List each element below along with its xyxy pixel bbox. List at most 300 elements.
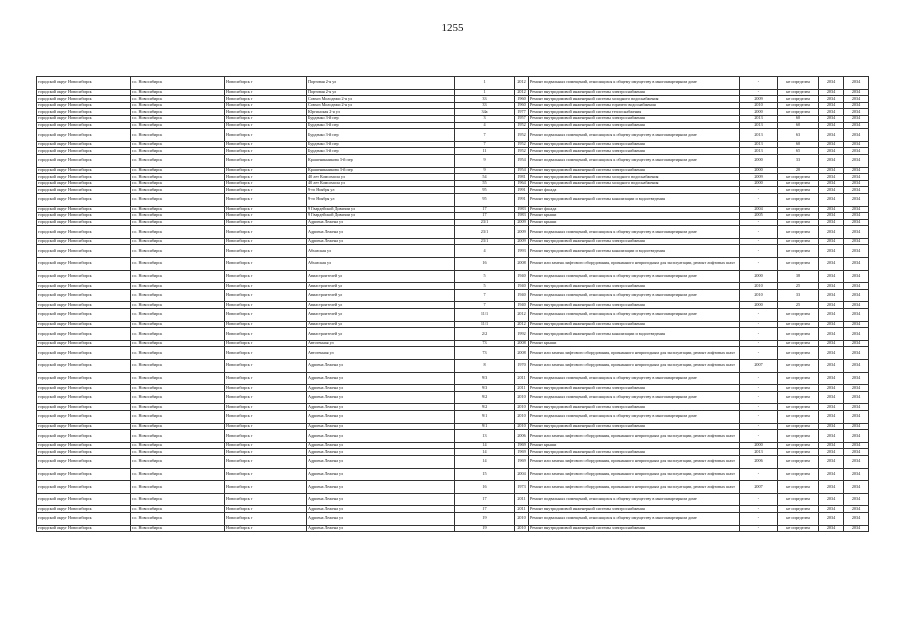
table-row — [37, 122, 869, 129]
work-type-cell: Ремонт подвальных помещений, относящихся к общему имуществу в многоквартирном доме — [529, 391, 740, 404]
plan-to-cell: 2034 — [844, 449, 869, 456]
street-cell: Авиастроителей ул — [307, 283, 455, 290]
table-row — [37, 493, 869, 506]
city-cell: Новосибирск г — [225, 109, 307, 116]
municipality-cell: городской округ Новосибирск — [37, 193, 131, 206]
table-row — [37, 468, 869, 481]
settlement-cell: г.о. Новосибирск — [131, 148, 225, 155]
street-cell: Автогенная ул — [307, 340, 455, 347]
plan-from-cell: 2034 — [819, 321, 844, 328]
street-cell: Адриена Лежена ул — [307, 423, 455, 430]
plan-from-cell: 2034 — [819, 245, 844, 258]
settlement-cell: г.о. Новосибирск — [131, 506, 225, 513]
street-cell: Адриена Лежена ул — [307, 238, 455, 245]
city-cell: Новосибирск г — [225, 283, 307, 290]
house-cell: 23/1 — [455, 238, 515, 245]
work-type-cell: Ремонт внутридомовой инженерной системы холодного водоснабжения — [529, 174, 740, 181]
house-cell: 73 — [455, 340, 515, 347]
city-cell: Новосибирск г — [225, 360, 307, 373]
plan-to-cell: 2034 — [844, 391, 869, 404]
work-type-cell: Ремонт внутридомовой инженерной системы электроснабжения — [529, 525, 740, 532]
plan-from-cell: 2034 — [819, 96, 844, 103]
house-cell: 13 — [455, 430, 515, 443]
municipality-cell: городской округ Новосибирск — [37, 219, 131, 226]
municipality-cell: городской округ Новосибирск — [37, 449, 131, 456]
work-type-cell: Ремонт или замена лифтового оборудования, признанного непригодным для эксплуатации, ремонт лифтовых шахт — [529, 481, 740, 494]
plan-to-cell: 2034 — [844, 167, 869, 174]
house-cell: 23/1 — [455, 219, 515, 226]
settlement-cell: г.о. Новосибирск — [131, 404, 225, 411]
settlement-cell: г.о. Новосибирск — [131, 481, 225, 494]
table-row — [37, 187, 869, 194]
municipality-cell: городской округ Новосибирск — [37, 148, 131, 155]
municipality-cell: городской округ Новосибирск — [37, 213, 131, 220]
plan-to-cell: 2034 — [844, 206, 869, 213]
plan-from-cell: 2034 — [819, 410, 844, 423]
wear-cell: не определен — [778, 404, 819, 411]
year-built-cell: 2010 — [515, 404, 529, 411]
work-type-cell: Ремонт фасада — [529, 187, 740, 194]
last-repair-cell: - — [740, 309, 778, 322]
city-cell: Новосибирск г — [225, 102, 307, 109]
city-cell: Новосибирск г — [225, 96, 307, 103]
plan-to-cell: 2034 — [844, 525, 869, 532]
table-row — [37, 347, 869, 360]
wear-cell: не определен — [778, 481, 819, 494]
last-repair-cell: 2000 — [740, 180, 778, 187]
plan-from-cell: 2034 — [819, 481, 844, 494]
house-cell: 16 — [455, 481, 515, 494]
municipality-cell: городской округ Новосибирск — [37, 391, 131, 404]
city-cell: Новосибирск г — [225, 430, 307, 443]
street-cell: Адриена Лежена ул — [307, 512, 455, 525]
table-row — [37, 404, 869, 411]
house-cell: 73 — [455, 347, 515, 360]
table-row — [37, 148, 869, 155]
house-cell: 4 — [455, 245, 515, 258]
house-cell: 95 — [455, 193, 515, 206]
table-row — [37, 321, 869, 328]
plan-from-cell: 2034 — [819, 109, 844, 116]
plan-from-cell: 2034 — [819, 180, 844, 187]
plan-to-cell: 2034 — [844, 245, 869, 258]
street-cell: Адриена Лежена ул — [307, 410, 455, 423]
plan-from-cell: 2034 — [819, 238, 844, 245]
street-cell: 9-го Ноября ул — [307, 187, 455, 194]
year-built-cell: 2011 — [515, 493, 529, 506]
work-type-cell: Ремонт внутридомовой инженерной системы электроснабжения — [529, 302, 740, 309]
year-built-cell: 2012 — [515, 321, 529, 328]
work-type-cell: Ремонт внутридомовой инженерной системы электроснабжения — [529, 506, 740, 513]
wear-cell: не определен — [778, 449, 819, 456]
year-built-cell: 1964 — [515, 180, 529, 187]
house-cell: 55 — [455, 180, 515, 187]
year-built-cell: 1954 — [515, 167, 529, 174]
city-cell: Новосибирск г — [225, 347, 307, 360]
year-built-cell: 2010 — [515, 423, 529, 430]
plan-from-cell: 2034 — [819, 213, 844, 220]
house-cell: 17 — [455, 213, 515, 220]
plan-from-cell: 2034 — [819, 187, 844, 194]
plan-from-cell: 2034 — [819, 289, 844, 302]
settlement-cell: г.о. Новосибирск — [131, 321, 225, 328]
plan-from-cell: 2034 — [819, 122, 844, 129]
settlement-cell: г.о. Новосибирск — [131, 449, 225, 456]
table-row — [37, 238, 869, 245]
plan-to-cell: 2034 — [844, 289, 869, 302]
street-cell: Адриена Лежена ул — [307, 360, 455, 373]
plan-from-cell: 2034 — [819, 270, 844, 283]
street-cell: Крашенинникова 3-й пер — [307, 154, 455, 167]
plan-to-cell: 2034 — [844, 270, 869, 283]
wear-cell: не определен — [778, 360, 819, 373]
table-row — [37, 89, 869, 96]
wear-cell: 25 — [778, 302, 819, 309]
wear-cell: 38 — [778, 270, 819, 283]
last-repair-cell: - — [740, 423, 778, 430]
year-built-cell: 1952 — [515, 148, 529, 155]
work-type-cell: Ремонт подвальных помещений, относящихся к общему имуществу в многоквартирном доме — [529, 154, 740, 167]
year-built-cell: 1940 — [515, 283, 529, 290]
street-cell: Адриена Лежена ул — [307, 372, 455, 385]
settlement-cell: г.о. Новосибирск — [131, 226, 225, 239]
last-repair-cell: 2000 — [740, 302, 778, 309]
table-row — [37, 328, 869, 341]
house-cell: 23/1 — [455, 226, 515, 239]
house-cell: 9/3 — [455, 385, 515, 392]
city-cell: Новосибирск г — [225, 213, 307, 220]
house-cell: 19 — [455, 525, 515, 532]
city-cell: Новосибирск г — [225, 468, 307, 481]
last-repair-cell: - — [740, 321, 778, 328]
plan-to-cell: 2034 — [844, 187, 869, 194]
last-repair-cell: 2000 — [740, 109, 778, 116]
work-type-cell: Ремонт подвальных помещений, относящихся к общему имуществу в многоквартирном доме — [529, 309, 740, 322]
table-row — [37, 385, 869, 392]
table-row — [37, 449, 869, 456]
municipality-cell: городской округ Новосибирск — [37, 245, 131, 258]
city-cell: Новосибирск г — [225, 89, 307, 96]
year-built-cell: 2010 — [515, 525, 529, 532]
settlement-cell: г.о. Новосибирск — [131, 96, 225, 103]
municipality-cell: городской округ Новосибирск — [37, 174, 131, 181]
plan-from-cell: 2034 — [819, 283, 844, 290]
year-built-cell: 2012 — [515, 89, 529, 96]
settlement-cell: г.о. Новосибирск — [131, 289, 225, 302]
plan-from-cell: 2034 — [819, 309, 844, 322]
year-built-cell: 1969 — [515, 455, 529, 468]
plan-from-cell: 2034 — [819, 506, 844, 513]
plan-to-cell: 2034 — [844, 96, 869, 103]
municipality-cell: городской округ Новосибирск — [37, 506, 131, 513]
municipality-cell: городской округ Новосибирск — [37, 525, 131, 532]
street-cell: Авиастроителей ул — [307, 309, 455, 322]
wear-cell: 25 — [778, 283, 819, 290]
settlement-cell: г.о. Новосибирск — [131, 89, 225, 96]
street-cell: Адриена Лежена ул — [307, 468, 455, 481]
last-repair-cell: - — [740, 328, 778, 341]
house-cell: 14 — [455, 449, 515, 456]
year-built-cell: 2012 — [515, 309, 529, 322]
settlement-cell: г.о. Новосибирск — [131, 283, 225, 290]
municipality-cell: городской округ Новосибирск — [37, 154, 131, 167]
table-row — [37, 226, 869, 239]
plan-from-cell: 2034 — [819, 154, 844, 167]
wear-cell: не определен — [778, 180, 819, 187]
street-cell: 9 Гвардейской Дивизии ул — [307, 206, 455, 213]
work-type-cell: Ремонт подвальных помещений, относящихся к общему имуществу в многоквартирном доме — [529, 270, 740, 283]
municipality-cell: городской округ Новосибирск — [37, 340, 131, 347]
last-repair-cell: - — [740, 525, 778, 532]
house-cell: 1 — [455, 77, 515, 90]
settlement-cell: г.о. Новосибирск — [131, 328, 225, 341]
street-cell: Крашенинникова 3-й пер — [307, 167, 455, 174]
last-repair-cell: 2013 — [740, 122, 778, 129]
wear-cell: не определен — [778, 525, 819, 532]
plan-to-cell: 2034 — [844, 102, 869, 109]
city-cell: Новосибирск г — [225, 258, 307, 271]
plan-to-cell: 2034 — [844, 180, 869, 187]
house-cell: 14 — [455, 442, 515, 449]
house-cell: 9 — [455, 167, 515, 174]
municipality-cell: городской округ Новосибирск — [37, 167, 131, 174]
city-cell: Новосибирск г — [225, 493, 307, 506]
house-cell: 9 — [455, 154, 515, 167]
plan-to-cell: 2034 — [844, 154, 869, 167]
last-repair-cell: - — [740, 506, 778, 513]
street-cell: Адриена Лежена ул — [307, 404, 455, 411]
year-built-cell: 1977 — [515, 109, 529, 116]
year-built-cell: 2008 — [515, 258, 529, 271]
table-row — [37, 180, 869, 187]
plan-from-cell: 2034 — [819, 347, 844, 360]
street-cell: Адриена Лежена ул — [307, 391, 455, 404]
city-cell: Новосибирск г — [225, 481, 307, 494]
house-cell: 9/2 — [455, 404, 515, 411]
settlement-cell: г.о. Новосибирск — [131, 423, 225, 430]
municipality-cell: городской округ Новосибирск — [37, 372, 131, 385]
plan-from-cell: 2034 — [819, 219, 844, 226]
last-repair-cell: 2004 — [740, 206, 778, 213]
last-repair-cell: 2005 — [740, 213, 778, 220]
work-type-cell: Ремонт внутридомовой инженерной системы электроснабжения — [529, 238, 740, 245]
work-type-cell: Ремонт подвальных помещений, относящихся к общему имуществу в многоквартирном доме — [529, 512, 740, 525]
year-built-cell: 2009 — [515, 226, 529, 239]
work-type-cell: Ремонт внутридомовой инженерной системы канализации и водоотведения — [529, 193, 740, 206]
house-cell: 3 — [455, 115, 515, 122]
city-cell: Новосибирск г — [225, 129, 307, 142]
plan-to-cell: 2034 — [844, 309, 869, 322]
year-built-cell: 1992 — [515, 328, 529, 341]
table-row — [37, 372, 869, 385]
last-repair-cell: 2013 — [740, 148, 778, 155]
municipality-cell: городской округ Новосибирск — [37, 180, 131, 187]
work-type-cell: Ремонт внутридомовой инженерной системы электроснабжения — [529, 141, 740, 148]
house-cell: 11/1 — [455, 321, 515, 328]
plan-from-cell: 2034 — [819, 193, 844, 206]
municipality-cell: городской округ Новосибирск — [37, 115, 131, 122]
city-cell: Новосибирск г — [225, 385, 307, 392]
house-cell: 17 — [455, 493, 515, 506]
plan-from-cell: 2034 — [819, 423, 844, 430]
municipality-cell: городской округ Новосибирск — [37, 89, 131, 96]
last-repair-cell: - — [740, 258, 778, 271]
last-repair-cell: - — [740, 245, 778, 258]
municipality-cell: городской округ Новосибирск — [37, 102, 131, 109]
last-repair-cell: 2013 — [740, 449, 778, 456]
wear-cell: не определен — [778, 442, 819, 449]
plan-from-cell: 2034 — [819, 77, 844, 90]
work-type-cell: Ремонт крыши — [529, 213, 740, 220]
plan-to-cell: 2034 — [844, 226, 869, 239]
street-cell: Бурденко 3-й пер — [307, 122, 455, 129]
wear-cell: не определен — [778, 258, 819, 271]
municipality-cell: городской округ Новосибирск — [37, 96, 131, 103]
last-repair-cell: 2000 — [740, 154, 778, 167]
municipality-cell: городской округ Новосибирск — [37, 122, 131, 129]
plan-from-cell: 2034 — [819, 258, 844, 271]
year-built-cell: 1940 — [515, 270, 529, 283]
street-cell: Совхоз Молодежи 2-я ул — [307, 96, 455, 103]
plan-from-cell: 2034 — [819, 226, 844, 239]
work-type-cell: Ремонт внутридомовой инженерной системы электроснабжения — [529, 115, 740, 122]
street-cell: Адриена Лежена ул — [307, 481, 455, 494]
wear-cell: не определен — [778, 245, 819, 258]
plan-to-cell: 2034 — [844, 141, 869, 148]
plan-from-cell: 2034 — [819, 430, 844, 443]
plan-to-cell: 2034 — [844, 109, 869, 116]
settlement-cell: г.о. Новосибирск — [131, 442, 225, 449]
table-row — [37, 115, 869, 122]
plan-to-cell: 2034 — [844, 493, 869, 506]
work-type-cell: Ремонт внутридомовой инженерной системы электроснабжения — [529, 122, 740, 129]
city-cell: Новосибирск г — [225, 309, 307, 322]
municipality-cell: городской округ Новосибирск — [37, 360, 131, 373]
year-built-cell: 1969 — [515, 449, 529, 456]
table-row — [37, 430, 869, 443]
plan-from-cell: 2034 — [819, 493, 844, 506]
house-cell: 16 — [455, 258, 515, 271]
street-cell: Авиастроителей ул — [307, 328, 455, 341]
city-cell: Новосибирск г — [225, 372, 307, 385]
table-row — [37, 258, 869, 271]
table-row — [37, 193, 869, 206]
work-type-cell: Ремонт или замена лифтового оборудования, признанного непригодным для эксплуатации, ремонт лифтовых шахт — [529, 360, 740, 373]
settlement-cell: г.о. Новосибирск — [131, 270, 225, 283]
table-row — [37, 154, 869, 167]
wear-cell: 63 — [778, 129, 819, 142]
plan-from-cell: 2034 — [819, 141, 844, 148]
street-cell: Абхазская ул — [307, 258, 455, 271]
year-built-cell: 1957 — [515, 115, 529, 122]
house-cell: 19 — [455, 512, 515, 525]
year-built-cell: 2009 — [515, 238, 529, 245]
city-cell: Новосибирск г — [225, 512, 307, 525]
plan-to-cell: 2034 — [844, 129, 869, 142]
city-cell: Новосибирск г — [225, 77, 307, 90]
last-repair-cell: 2000 — [740, 167, 778, 174]
settlement-cell: г.о. Новосибирск — [131, 238, 225, 245]
street-cell: Адриена Лежена ул — [307, 385, 455, 392]
city-cell: Новосибирск г — [225, 167, 307, 174]
street-cell: 40 лет Комсомола ул — [307, 174, 455, 181]
page-number: 1255 — [441, 22, 464, 34]
year-built-cell: 1952 — [515, 122, 529, 129]
municipality-cell: городской округ Новосибирск — [37, 302, 131, 309]
plan-to-cell: 2034 — [844, 423, 869, 430]
plan-to-cell: 2034 — [844, 442, 869, 449]
house-cell: 7 — [455, 129, 515, 142]
house-cell: 17 — [455, 506, 515, 513]
last-repair-cell: 2000 — [740, 270, 778, 283]
work-type-cell: Ремонт крыши — [529, 219, 740, 226]
settlement-cell: г.о. Новосибирск — [131, 468, 225, 481]
plan-to-cell: 2034 — [844, 372, 869, 385]
wear-cell: не определен — [778, 372, 819, 385]
wear-cell: не определен — [778, 455, 819, 468]
last-repair-cell: - — [740, 226, 778, 239]
last-repair-cell: - — [740, 512, 778, 525]
wear-cell: не определен — [778, 430, 819, 443]
house-cell: 5 — [455, 283, 515, 290]
plan-from-cell: 2034 — [819, 525, 844, 532]
table-row — [37, 391, 869, 404]
last-repair-cell: - — [740, 187, 778, 194]
work-type-cell: Ремонт внутридомовой инженерной системы канализации и водоотведения — [529, 245, 740, 258]
wear-cell: не определен — [778, 187, 819, 194]
table-row — [37, 206, 869, 213]
work-type-cell: Ремонт внутридомовой инженерной системы электроснабжения — [529, 167, 740, 174]
last-repair-cell: - — [740, 385, 778, 392]
house-cell: 9/2 — [455, 391, 515, 404]
municipality-cell: городской округ Новосибирск — [37, 270, 131, 283]
work-type-cell: Ремонт подвальных помещений, относящихся к общему имуществу в многоквартирном доме — [529, 410, 740, 423]
settlement-cell: г.о. Новосибирск — [131, 180, 225, 187]
wear-cell: не определен — [778, 89, 819, 96]
table-row — [37, 219, 869, 226]
municipality-cell: городской округ Новосибирск — [37, 442, 131, 449]
municipality-cell: городской округ Новосибирск — [37, 347, 131, 360]
table-row — [37, 77, 869, 90]
street-cell: Адриена Лежена ул — [307, 493, 455, 506]
work-type-cell: Ремонт подвальных помещений, относящихся к общему имуществу в многоквартирном доме — [529, 226, 740, 239]
street-cell: Адриена Лежена ул — [307, 219, 455, 226]
street-cell: Совхоз Молодежи 2-я ул — [307, 102, 455, 109]
street-cell: Адриена Лежена ул — [307, 226, 455, 239]
municipality-cell: городской округ Новосибирск — [37, 289, 131, 302]
work-type-cell: Ремонт внутридомовой инженерной системы электроснабжения — [529, 404, 740, 411]
settlement-cell: г.о. Новосибирск — [131, 410, 225, 423]
street-cell: Юргинская 2-я ул — [307, 109, 455, 116]
plan-to-cell: 2034 — [844, 302, 869, 309]
plan-to-cell: 2034 — [844, 430, 869, 443]
city-cell: Новосибирск г — [225, 122, 307, 129]
city-cell: Новосибирск г — [225, 289, 307, 302]
street-cell: Адриена Лежена ул — [307, 449, 455, 456]
wear-cell: не определен — [778, 347, 819, 360]
house-cell: 9/3 — [455, 372, 515, 385]
municipality-cell: городской округ Новосибирск — [37, 404, 131, 411]
wear-cell: не определен — [778, 493, 819, 506]
wear-cell: 33 — [778, 289, 819, 302]
settlement-cell: г.о. Новосибирск — [131, 141, 225, 148]
plan-from-cell: 2034 — [819, 340, 844, 347]
last-repair-cell: - — [740, 493, 778, 506]
municipality-cell: городской округ Новосибирск — [37, 328, 131, 341]
street-cell: Авиастроителей ул — [307, 321, 455, 328]
plan-from-cell: 2034 — [819, 449, 844, 456]
last-repair-cell: - — [740, 410, 778, 423]
